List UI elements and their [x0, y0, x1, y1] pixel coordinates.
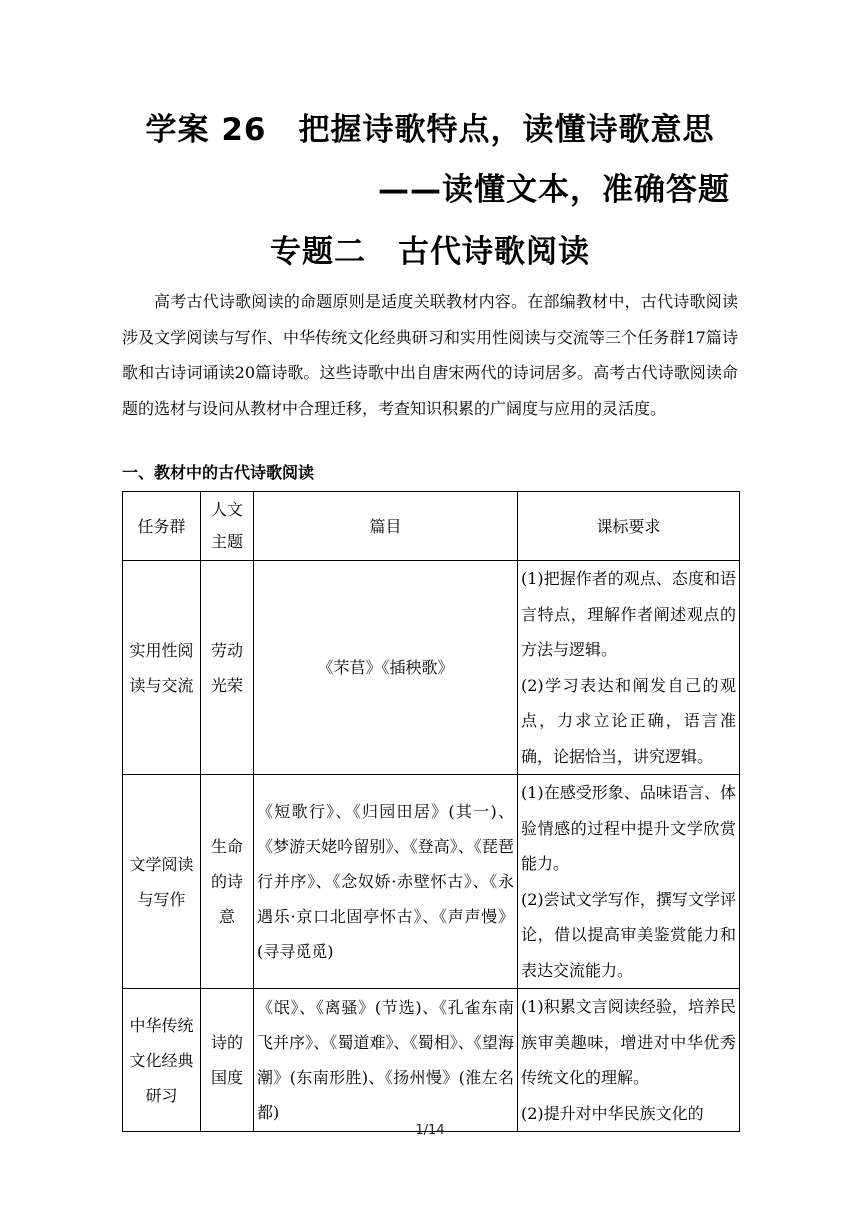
task-table	[122, 491, 740, 1132]
header-cell: 人文主题	[201, 492, 254, 561]
requirements-cell	[518, 989, 740, 1132]
page-number: 1/14	[415, 1123, 445, 1138]
table-row	[123, 561, 740, 775]
header-cell: 篇目	[254, 492, 518, 561]
group-cell: 实用性阅读与交流	[123, 561, 201, 775]
titles-cell: 《氓》、《离骚》(节选)、《孔雀东南飞并序》、《蜀道难》、《蜀相》、《望海潮》(东南形胜)、《扬州慢》(淮左名都)	[254, 989, 518, 1132]
table-header-row	[123, 492, 740, 561]
table-row	[123, 989, 740, 1132]
header-cell: 课标要求	[518, 492, 740, 561]
theme-cell: 生命的诗意	[201, 775, 254, 989]
group-cell: 文学阅读与写作	[123, 775, 201, 989]
group-cell: 中华传统文化经典研习	[123, 989, 201, 1132]
header-cell: 任务群	[123, 492, 201, 561]
doc-subtitle: ——读懂文本，准确答题	[378, 172, 730, 208]
requirement-2: (2)提升对中华民族文化的	[521, 1103, 704, 1123]
doc-title: 学案 26 把握诗歌特点，读懂诗歌意思	[145, 112, 715, 148]
table-row	[123, 775, 740, 989]
requirements-cell	[518, 775, 740, 989]
requirement-1: (1)积累文言阅读经验，培养民族审美趣味，增进对中华优秀传统文化的理解。	[521, 997, 736, 1087]
requirement-2: (2)学习表达和阐发自己的观点，力求立论正确，语言准确，论据恰当，讲究逻辑。	[521, 675, 736, 766]
titles-cell: 《短歌行》、《归园田居》(其一)、《梦游天姥吟留别》、《登高》、《琵琶行并序》、《念奴娇·赤壁怀古》、《永遇乐·京口北固亭怀古》、《声声慢》(寻寻觅觅)	[254, 775, 518, 989]
theme-cell: 诗的国度	[201, 989, 254, 1132]
requirement-2: (2)尝试文学写作，撰写文学评论，借以提高审美鉴赏能力和表达交流能力。	[521, 889, 736, 980]
topic-title: 专题二 古代诗歌阅读	[270, 234, 590, 270]
section-heading: 一、教材中的古代诗歌阅读	[122, 463, 315, 482]
theme-cell: 劳动光荣	[201, 561, 254, 775]
intro-paragraph: 高考古代诗歌阅读的命题原则是适度关联教材内容。在部编教材中，古代诗歌阅读涉及文学阅读与写作、中华传统文化经典研习和实用性阅读与交流等三个任务群17篇诗歌和古诗词诵读20篇诗歌。这些诗歌中出自唐宋两代的诗词居多。高考古代诗歌阅读命题的选材与设问从教材中合理迁移，考查知识积累的广阔度与应用的灵活度。	[122, 292, 738, 418]
requirements-cell	[518, 561, 740, 775]
titles-cell: 《芣苢》《插秧歌》	[254, 561, 518, 775]
requirement-1: (1)把握作者的观点、态度和语言特点，理解作者阐述观点的方法与逻辑。	[521, 569, 736, 659]
requirement-1: (1)在感受形象、品味语言、体验情感的过程中提升文学欣赏能力。	[521, 783, 736, 873]
